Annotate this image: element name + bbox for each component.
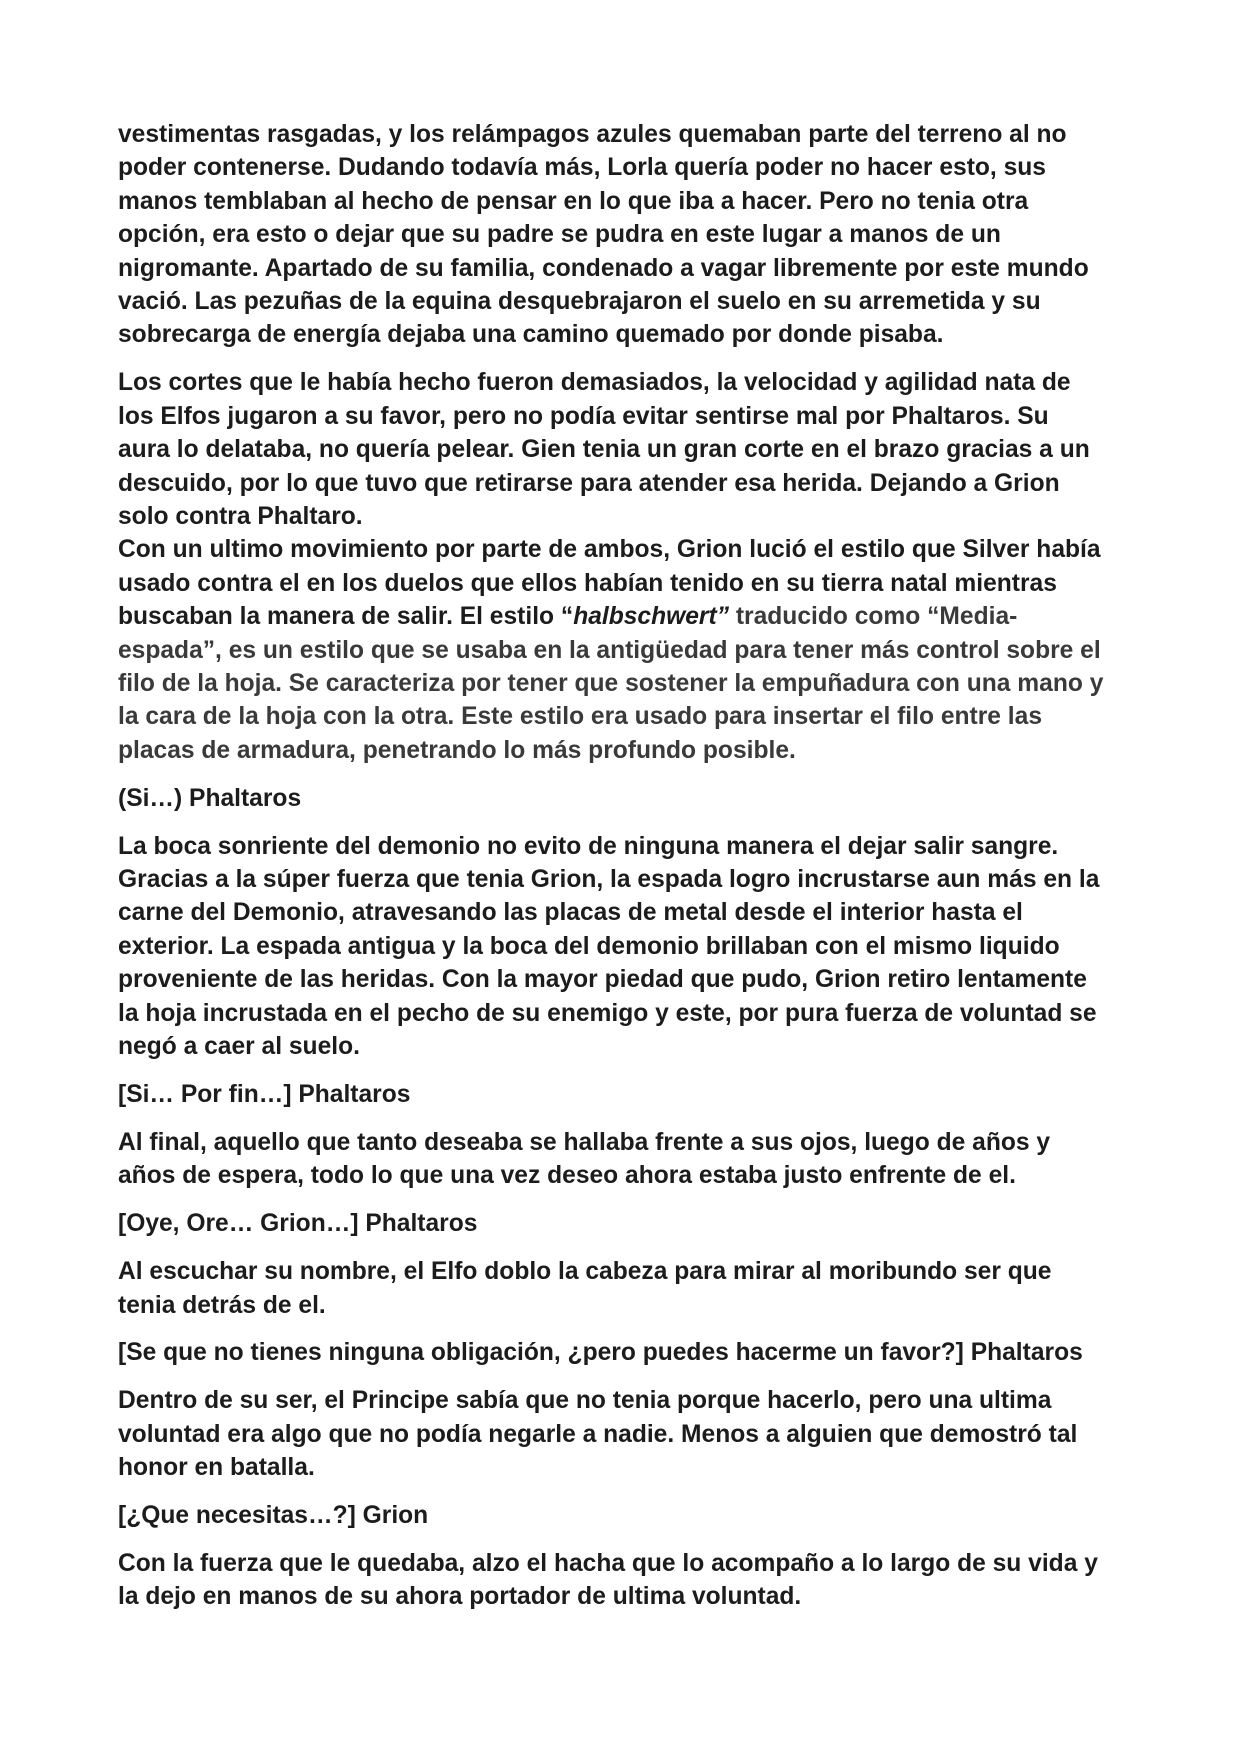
text-line: aura lo delataba, no quería pelear. Gien tenia un gran corte en el brazo gracias a un (118, 436, 1090, 464)
text-line: Con la fuerza que le quedaba, alzo el hacha que lo acompaño a lo largo de su vida y (118, 1549, 1098, 1577)
paragraph-9 (118, 1255, 1138, 1322)
text-line: Con un ultimo movimiento por parte de ambos, Grion lució el estilo que Silver había (118, 536, 1101, 564)
text-line: Los cortes que le había hecho fueron demasiados, la velocidad y agilidad nata de (118, 369, 1071, 397)
text-line: nigromante. Apartado de su familia, condenado a vagar libremente por este mundo (118, 254, 1089, 282)
text-line: los Elfos jugaron a su favor, pero no podía evitar sentirse mal por Phaltaros. Su (118, 402, 1049, 430)
text-line: descuido, por lo que tuvo que retirarse para atender esa herida. Dejando a Grion (118, 469, 1060, 497)
text-line: [Oye, Ore… Grion…] Phaltaros (118, 1210, 478, 1238)
text-line: negó a caer al suelo. (118, 1033, 360, 1061)
text-line: poder contenerse. Dudando todavía más, Lorla quería poder no hacer esto, sus (118, 154, 1046, 182)
text-line: la hoja incrustada en el pecho de su enemigo y este, por pura fuerza de voluntad se (118, 999, 1097, 1027)
text-line: Al final, aquello que tanto deseaba se hallaba frente a sus ojos, luego de años y (118, 1128, 1051, 1156)
text-line: Gracias a la súper fuerza que tenia Grion, la espada logro incrustarse aun más en la (118, 866, 1100, 894)
dialogue-line (118, 1499, 1138, 1532)
text-line: carne del Demonio, atravesando las placas de metal desde el interior hasta el (118, 899, 1023, 927)
dialogue-line (118, 1078, 1138, 1111)
text-line: usado contra el en los duelos que ellos habían tenido en su tierra natal mientras (118, 569, 1057, 597)
text-line: opción, era esto o dejar que su padre se pudra en este lugar a manos de un (118, 221, 1001, 249)
paragraph-11 (118, 1384, 1138, 1484)
dialogue-line (118, 1336, 1138, 1369)
text-segment: buscaban la manera de salir. El estilo “ (118, 603, 574, 631)
text-line: vestimentas rasgadas, y los relámpagos azules quemaban parte del terreno al no (118, 121, 1067, 148)
text-line: [Se que no tienes ninguna obligación, ¿pero puedes hacerme un favor?] Phaltaros (118, 1339, 1083, 1367)
text-line: honor en batalla. (118, 1454, 315, 1482)
paragraph-5 (118, 830, 1138, 1064)
paragraph-3 (118, 533, 1138, 767)
text-line: años de espera, todo lo que una vez deseo ahora estaba justo enfrente de el. (118, 1162, 1016, 1190)
text-line: la dejo en manos de su ahora portador de ultima voluntad. (118, 1583, 802, 1611)
text-line: tenia detrás de el. (118, 1291, 326, 1319)
text-line: filo de la hoja. Se caracteriza por tener que sostener la empuñadura con una mano y (118, 670, 1104, 697)
paragraph-2 (118, 366, 1138, 533)
dialogue-line (118, 782, 1138, 815)
paragraph-1 (118, 118, 1138, 352)
document-page (118, 118, 1138, 1628)
text-line: Dentro de su ser, el Principe sabía que no tenia porque hacerlo, pero una ultima (118, 1387, 1052, 1415)
text-line: espada”, es un estilo que se usaba en la antigüedad para tener más control sobre el (118, 636, 1101, 664)
text-line: proveniente de las heridas. Con la mayor piedad que pudo, Grion retiro lentamente (118, 966, 1087, 994)
text-line: Al escuchar su nombre, el Elfo doblo la cabeza para mirar al moribundo ser que (118, 1258, 1052, 1286)
text-line: exterior. La espada antigua y la boca del demonio brillaban con el mismo liquido (118, 932, 1060, 960)
text-line: solo contra Phaltaro. (118, 502, 363, 530)
text-line: placas de armadura, penetrando lo más profundo posible. (118, 736, 796, 764)
dialogue-line (118, 1207, 1138, 1240)
text-line-mixed (118, 600, 1138, 633)
emphasis-term: halbschwert” (573, 603, 729, 631)
paragraph-13 (118, 1547, 1138, 1614)
text-line: sobrecarga de energía dejaba una camino quemado por donde pisaba. (118, 321, 944, 349)
text-line: vació. Las pezuñas de la equina desquebrajaron el suelo en su arremetida y su (118, 288, 1041, 316)
text-line: (Si…) Phaltaros (118, 784, 302, 812)
paragraph-7 (118, 1126, 1138, 1193)
text-line: [Si… Por fin…] Phaltaros (118, 1080, 411, 1108)
text-line: [¿Que necesitas…?] Grion (118, 1502, 429, 1530)
text-segment: traducido como “Media- (729, 603, 1018, 631)
text-line: La boca sonriente del demonio no evito de ninguna manera el dejar salir sangre. (118, 832, 1059, 860)
text-line: manos temblaban al hecho de pensar en lo que iba a hacer. Pero no tenia otra (118, 187, 1029, 215)
text-line: la cara de la hoja con la otra. Este estilo era usado para insertar el filo entre las (118, 703, 1042, 731)
text-line: voluntad era algo que no podía negarle a nadie. Menos a alguien que demostró tal (118, 1420, 1078, 1448)
